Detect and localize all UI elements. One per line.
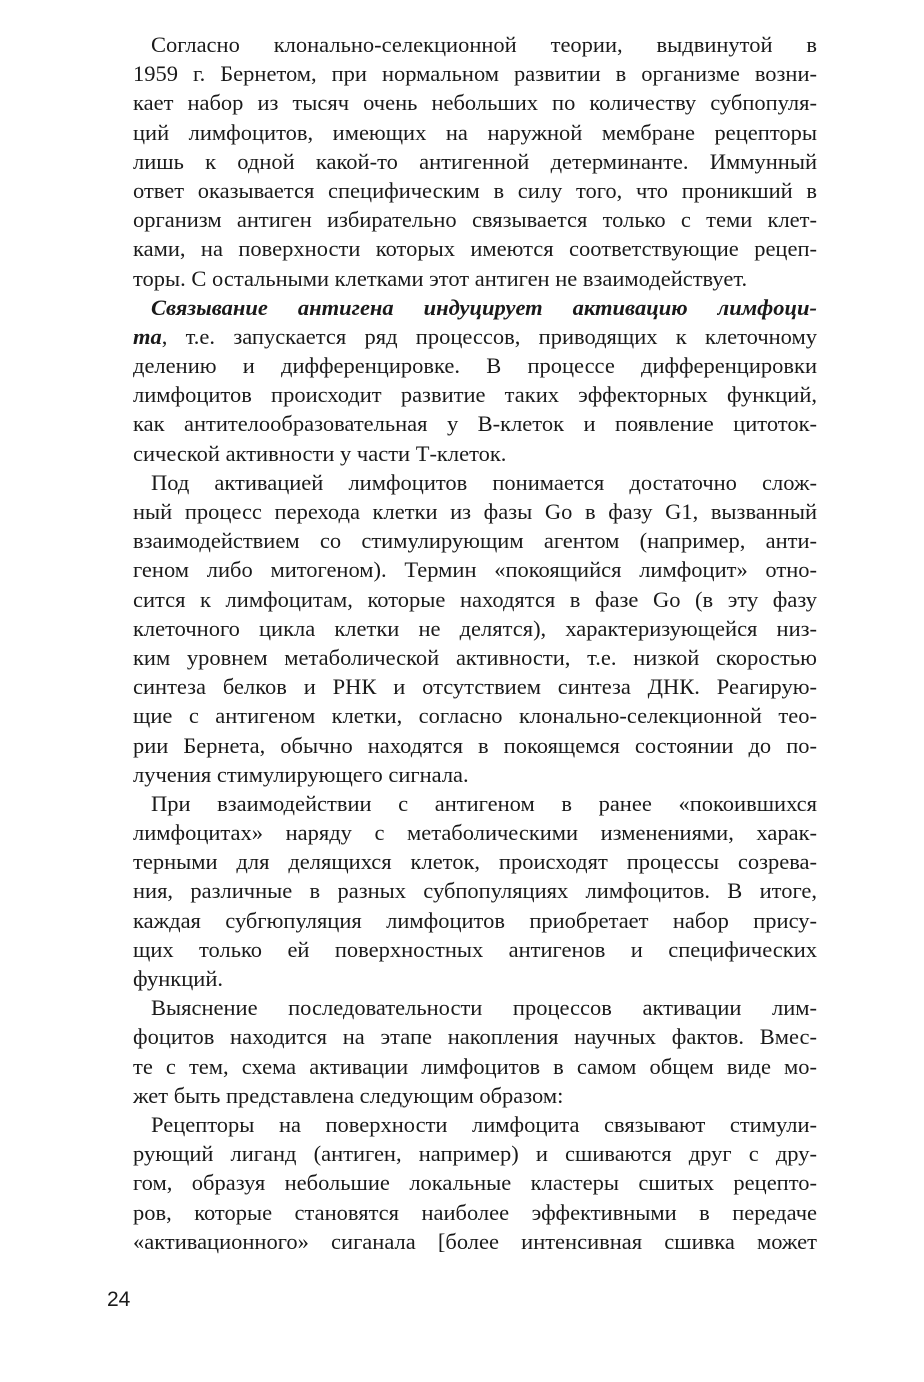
text-line: лишь к одной какой-то антигенной детерминанте. Иммунный (133, 148, 817, 174)
text-fragment: , т.е. запускается ряд процессов, приводящих к клеточному (161, 323, 817, 349)
text-line: гом, образуя небольшие локальные кластеры сшитых рецепто- (133, 1170, 817, 1196)
emphasis-heading-line: Связывание антигена индуцирует активацию лимфоци- (151, 294, 817, 320)
text-line: лучения стимулирующего сигнала. (133, 761, 469, 787)
text-line: лимфоцитов происходит развитие таких эффекторных функций, (133, 382, 817, 408)
text-line: клеточного цикла клетки не делятся), характеризующейся низ- (133, 615, 817, 641)
text-line: При взаимодействии с антигеном в ранее «покоившихся (151, 790, 817, 816)
text-line: ций лимфоцитов, имеющих на наружной мембране рецепторы (133, 119, 817, 145)
text-line: ров, которые становятся наиболее эффективными в передаче (133, 1199, 817, 1225)
text-line: рии Бернета, обычно находятся в покоящемся состоянии до по- (133, 732, 817, 758)
text-line: ками, на поверхности которых имеются соответствующие рецеп- (133, 236, 817, 262)
paragraph-receptor-crosslinking (133, 1110, 817, 1256)
text-line: ния, различные в разных субпопуляциях лимфоцитов. В итоге, (133, 878, 817, 904)
text-line: ответ оказывается специфическим в силу того, что проникший в (133, 177, 817, 203)
text-line: те с тем, схема активации лимфоцитов в самом общем виде мо- (133, 1053, 817, 1079)
text-line: каждая субгюпуляция лимфоцитов приобретает набор прису- (133, 907, 817, 933)
text-line: фоцитов находится на этапе накопления научных фактов. Вмес- (133, 1024, 817, 1050)
text-line: торы. С остальными клетками этот антиген не взаимодействует. (133, 265, 748, 291)
paragraph-lymphocyte-activation (133, 468, 817, 789)
emphasis-fragment: та (133, 323, 162, 349)
text-line: сической активности у части Т-клеток. (133, 440, 507, 466)
text-line: рующий лиганд (антиген, например) и сшиваются друг с дру- (133, 1141, 817, 1167)
page-body (133, 30, 817, 1256)
text-line: ный процесс перехода клетки из фазы Go в фазу G1, вызванный (133, 499, 817, 524)
text-line: организм антиген избирательно связывается только с теми клет- (133, 207, 817, 233)
text-line: терными для делящихся клеток, происходят процессы созрева- (133, 849, 817, 875)
text-line: щие с антигеном клетки, согласно клонально-селекционной тео- (133, 703, 817, 729)
text-line: делению и дифференцировке. В процессе дифференцировки (133, 353, 817, 379)
text-line: сится к лимфоцитам, которые находятся в фазе Go (в эту фазу (133, 586, 817, 612)
paragraph-clonal-selection-theory (133, 30, 817, 293)
text-line: ким уровнем метаболической активности, т.е. низкой скоростью (133, 644, 817, 670)
text-line: функций. (133, 966, 223, 991)
text-line: синтеза белков и РНК и отсутствием синтеза ДНК. Реагирую- (133, 674, 817, 700)
text-line: Выяснение последовательности процессов активации лим- (151, 995, 817, 1021)
text-line: щих только ей поверхностных антигенов и специфических (133, 936, 817, 962)
text-line: Рецепторы на поверхности лимфоцита связывают стимули- (151, 1111, 817, 1137)
paragraph-activation-sequence (133, 993, 817, 1110)
text-line: жет быть представлена следующим образом: (133, 1082, 564, 1108)
text-line: лимфоцитах» наряду с метаболическими изменениями, харак- (133, 820, 817, 846)
paragraph-antigen-binding (133, 293, 817, 468)
text-line: «активационного» сиганала [более интенсивная сшивка может (133, 1228, 817, 1254)
text-line: взаимодействием со стимулирующим агентом (например, анти- (133, 528, 817, 554)
text-line: 1959 г. Бернетом, при нормальном развитии в организме возни- (133, 61, 817, 87)
page-number: 24 (107, 1288, 131, 1311)
text-line: кает набор из тысяч очень небольших по количеству субпопуля- (133, 90, 817, 116)
paragraph-antigen-interaction (133, 789, 817, 993)
text-line: Согласно клонально-селекционной теории, выдвинутой в (151, 32, 817, 57)
text-line: Под активацией лимфоцитов понимается достаточно слож- (151, 469, 817, 495)
text-line-mixed (133, 322, 817, 351)
text-line: как антителообразовательная у В-клеток и появление цитоток- (133, 411, 817, 437)
text-line: геном либо митогеном). Термин «покоящийся лимфоцит» отно- (133, 557, 817, 583)
